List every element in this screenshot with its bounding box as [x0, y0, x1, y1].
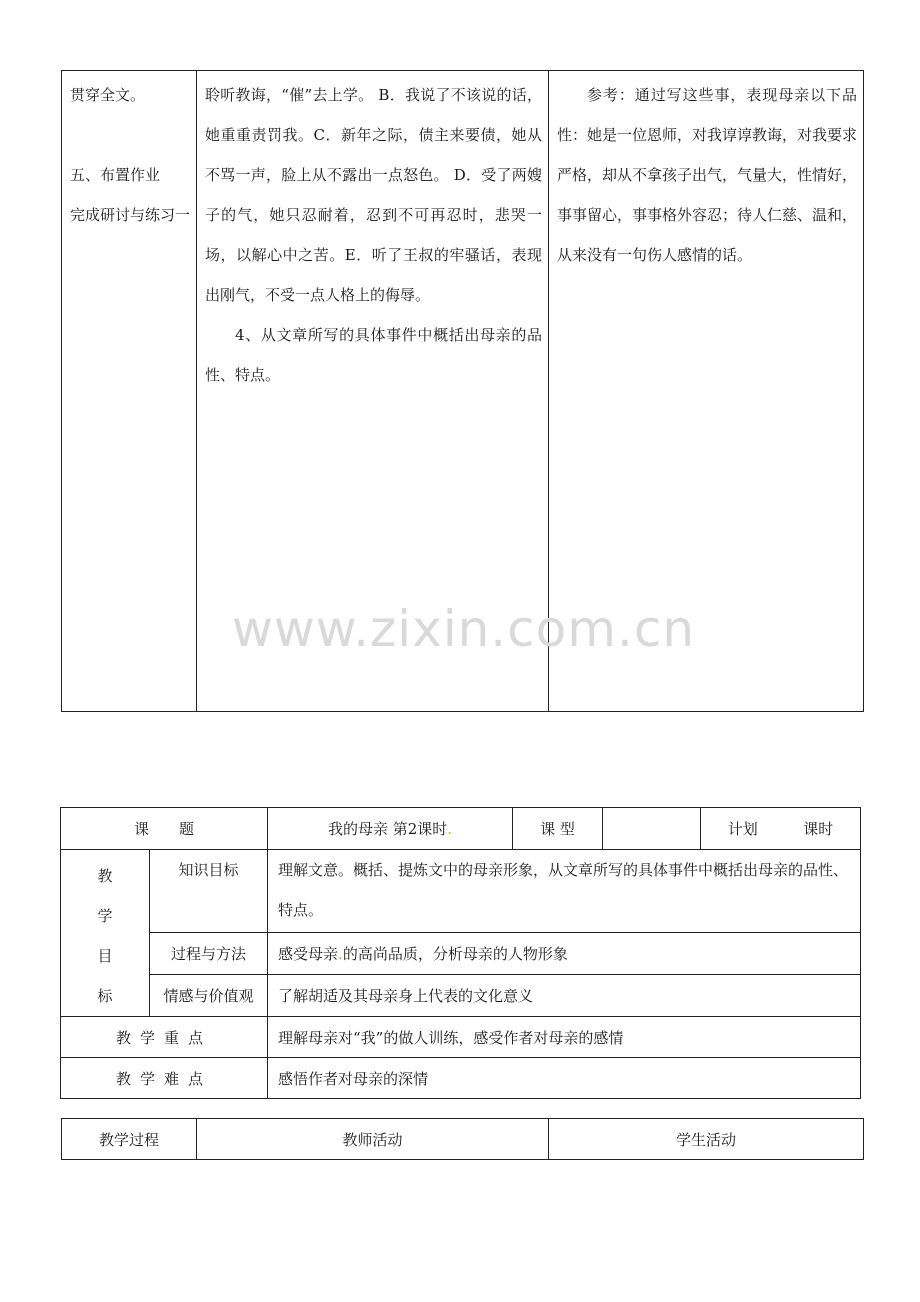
key-point-text: 理解母亲对“我”的做人训练，感受作者对母亲的感情	[268, 1017, 861, 1058]
teacher-header: 教师活动	[197, 1119, 549, 1160]
knowledge-text: 理解文意。概括、提炼文中的母亲形象，从文章所写的具体事件中概括出母亲的品性、特点。	[268, 850, 861, 933]
process-header: 教学过程	[62, 1119, 197, 1160]
teacher-activity-para: 聆听教诲，“催”去上学。 B．我说了不该说的话，她重重责罚我。C．新年之际，债主来要债，她从不骂一声，脸上从不露出一点怒色。 D．受了两嫂子的气，她只忍耐着，忍到不可再忍时，悲哭一场，以解心中之苦。E．听了王叔的牢骚话，表现出刚气，不受一点人格上的侮辱。	[205, 86, 542, 304]
process-text: 感受母亲.的高尚品质，分析母亲的人物形象	[268, 932, 861, 974]
homework-task: 完成研讨与练习一	[70, 206, 191, 224]
lesson-continuation-table	[61, 70, 864, 712]
key-point-label: 教学重点	[61, 1017, 268, 1058]
teaching-process-header-table	[61, 1118, 864, 1160]
topic-value: 我的母亲 第2课时.	[268, 808, 513, 850]
homework-title: 五、布置作业	[70, 166, 161, 184]
plan-hours-cell	[701, 808, 861, 850]
emotion-text: 了解胡适及其母亲身上代表的文化意义	[268, 974, 861, 1016]
teacher-activity-cell	[197, 71, 549, 712]
type-label: 课 型	[513, 808, 603, 850]
hours-label: 课时	[803, 820, 834, 838]
objectives-label: 教 学 目 标	[61, 850, 150, 1017]
steps-cell	[62, 71, 197, 712]
watermark: www.zixin.com.cn	[232, 600, 696, 658]
student-activity-cell	[549, 71, 864, 712]
plan-label: 计划	[727, 820, 758, 838]
knowledge-label: 知识目标	[150, 850, 268, 933]
type-value	[603, 808, 701, 850]
reference-answer: 参考：通过写这些事，表现母亲以下品性：她是一位恩师，对我谆谆教诲，对我要求严格，却从不拿孩子出气，气量大，性情好，事事留心，事事格外容忍；待人仁慈、温和，从来没有一句伤人感情的话。	[557, 86, 858, 264]
difficulty-text: 感悟作者对母亲的深情	[268, 1058, 861, 1099]
student-header: 学生活动	[549, 1119, 864, 1160]
topic-label: 课 题	[61, 808, 268, 850]
lesson-plan-header-table	[60, 807, 861, 1099]
highlight-dot: .	[447, 820, 453, 838]
emotion-label: 情感与价值观	[150, 974, 268, 1016]
process-label: 过程与方法	[150, 932, 268, 974]
steps-line: 贯穿全文。	[70, 86, 146, 104]
difficulty-label: 教学难点	[61, 1058, 268, 1099]
teacher-question-4: 4、从文章所写的具体事件中概括出母亲的品性、特点。	[205, 326, 542, 384]
